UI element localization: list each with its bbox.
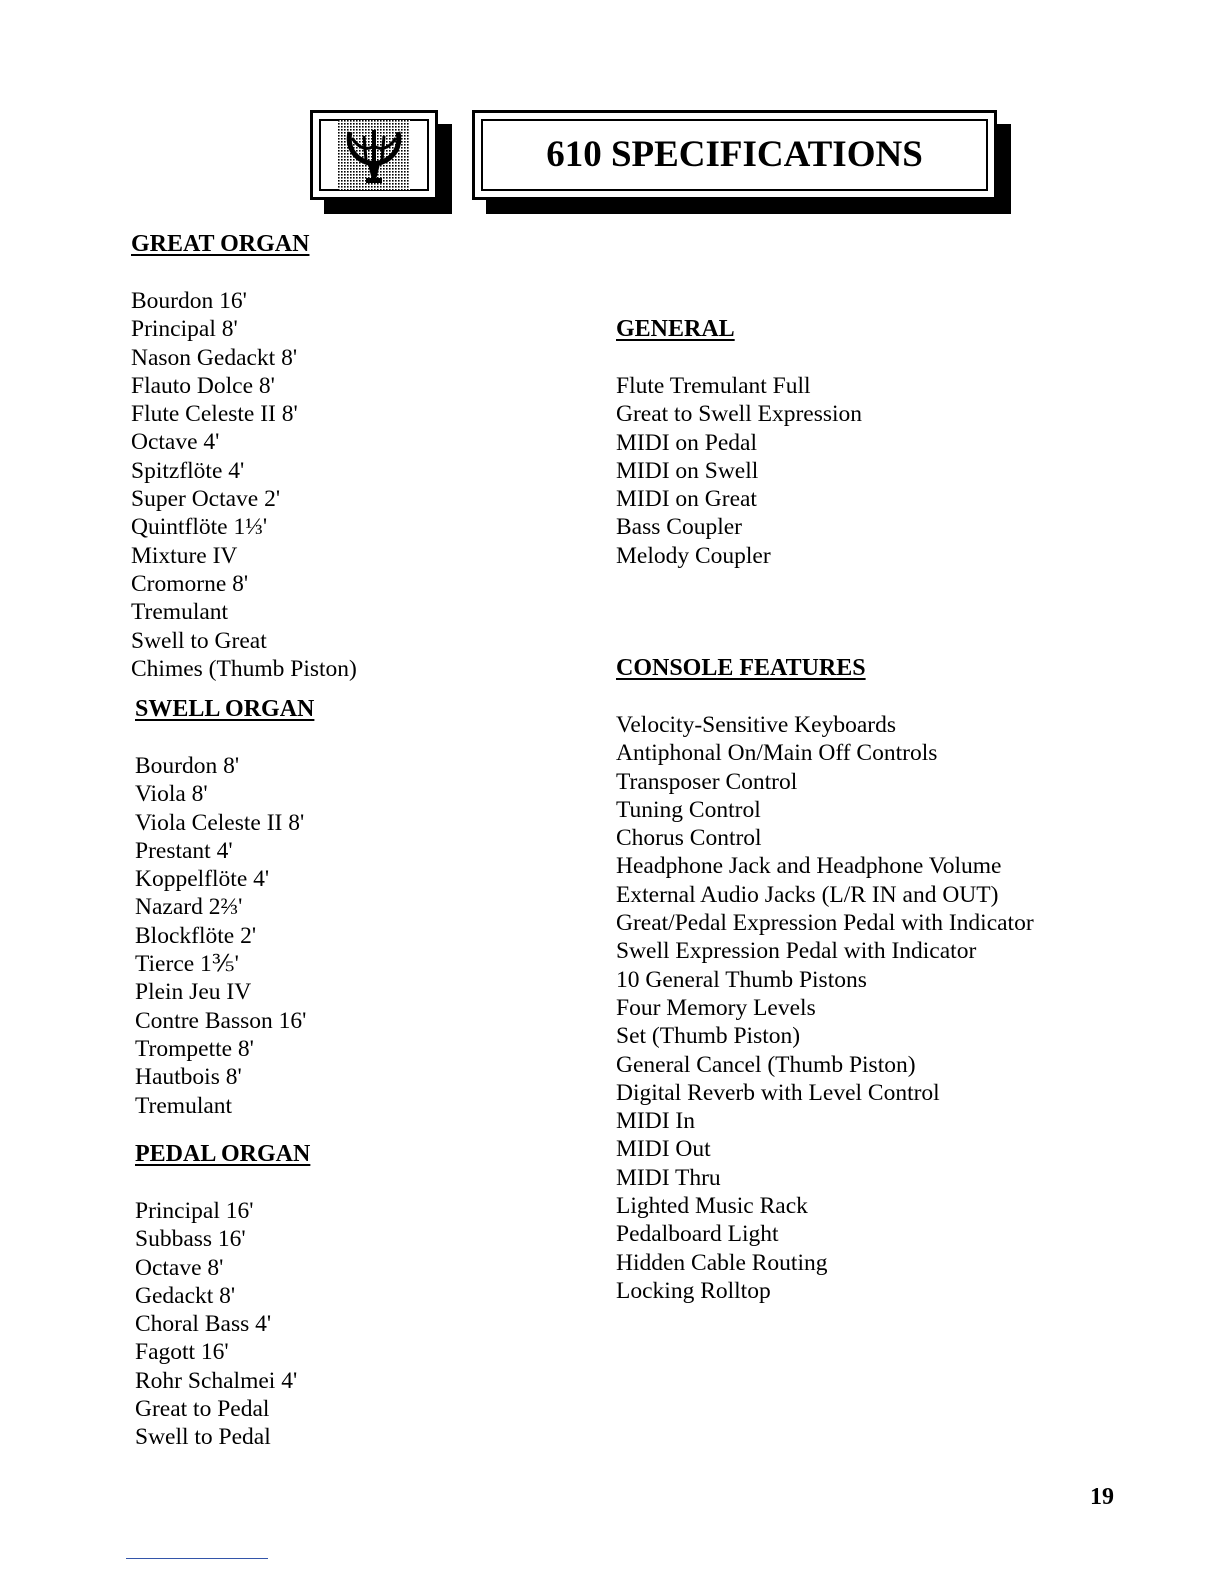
list-item: Blockflöte 2' (135, 922, 257, 949)
list-item: Nason Gedackt 8' (131, 344, 298, 371)
list-item: Principal 8' (131, 316, 238, 343)
list-item: Rohr Schalmei 4' (135, 1367, 298, 1394)
list-item: Gedackt 8' (135, 1282, 236, 1309)
list-item: MIDI on Great (616, 486, 757, 513)
list-item: Swell to Great (131, 627, 267, 654)
list-item: Prestant 4' (135, 837, 233, 864)
list-item: General Cancel (Thumb Piston) (616, 1051, 916, 1078)
pedal-organ-list (135, 1197, 297, 1452)
swell-organ-heading: SWELL ORGAN (135, 696, 315, 722)
list-item: Koppelflöte 4' (135, 866, 270, 893)
list-item: Subbass 16' (135, 1226, 246, 1253)
list-item: Bass Coupler (616, 514, 742, 541)
lyre-icon (338, 120, 410, 190)
list-item: External Audio Jacks (L/R IN and OUT) (616, 881, 999, 908)
list-item: Digital Reverb with Level Control (616, 1079, 940, 1106)
list-item: Great to Swell Expression (616, 401, 863, 428)
logo-frame (310, 110, 438, 200)
list-item: Principal 16' (135, 1198, 254, 1224)
list-item: Four Memory Levels (616, 994, 816, 1021)
console-features-heading: CONSOLE FEATURES (616, 655, 866, 681)
pedal-organ-heading: PEDAL ORGAN (135, 1141, 311, 1167)
title-frame (472, 110, 997, 200)
list-item: MIDI on Swell (616, 457, 759, 484)
list-item: Hidden Cable Routing (616, 1249, 828, 1276)
list-item: Super Octave 2' (131, 486, 281, 513)
list-item: Flute Celeste II 8' (131, 401, 298, 428)
list-item: Tremulant (135, 1092, 233, 1119)
console-features-list (616, 711, 1034, 1305)
list-item: Swell to Pedal (135, 1424, 271, 1451)
list-item: Plein Jeu IV (135, 979, 252, 1006)
list-item: 10 General Thumb Pistons (616, 966, 867, 993)
great-organ-list (131, 287, 357, 683)
list-item: Choral Bass 4' (135, 1311, 272, 1338)
list-item: Hautbois 8' (135, 1064, 242, 1091)
list-item: Great to Pedal (135, 1396, 270, 1423)
list-item: Cromorne 8' (131, 570, 249, 597)
list-item: Mixture IV (131, 542, 238, 569)
list-item: Velocity-Sensitive Keyboards (616, 712, 896, 738)
list-item: Set (Thumb Piston) (616, 1023, 801, 1050)
page-number: 19 (1090, 1484, 1114, 1510)
list-item: Bourdon 8' (135, 753, 240, 779)
footer-divider (126, 1558, 268, 1559)
list-item: Chimes (Thumb Piston) (131, 655, 357, 682)
list-item: Great/Pedal Expression Pedal with Indicator (616, 910, 1034, 937)
list-item: Lighted Music Rack (616, 1193, 808, 1220)
list-item: Locking Rolltop (616, 1277, 771, 1304)
list-item: Quintflöte 1⅓' (131, 514, 268, 541)
list-item: Nazard 2⅔' (135, 894, 243, 921)
list-item: Viola Celeste II 8' (135, 809, 305, 836)
great-organ-heading: GREAT ORGAN (131, 231, 310, 257)
title-inner-frame (481, 119, 988, 191)
list-item: Fagott 16' (135, 1339, 229, 1366)
list-item: Trompette 8' (135, 1035, 254, 1062)
list-item: Flauto Dolce 8' (131, 372, 275, 399)
list-item: Flute Tremulant Full (616, 373, 811, 399)
list-item: Bourdon 16' (131, 288, 247, 314)
list-item: Octave 8' (135, 1254, 224, 1281)
list-item: Pedalboard Light (616, 1221, 779, 1248)
list-item: Transposer Control (616, 768, 798, 795)
general-list (616, 372, 862, 570)
list-item: Viola 8' (135, 781, 208, 808)
list-item: Octave 4' (131, 429, 220, 456)
page-title: 610 SPECIFICATIONS (546, 133, 923, 175)
list-item: Antiphonal On/Main Off Controls (616, 740, 938, 767)
list-item: Tuning Control (616, 796, 761, 823)
list-item: Tremulant (131, 599, 229, 626)
logo-inner-frame (319, 119, 429, 191)
list-item: MIDI Out (616, 1136, 711, 1163)
list-item: Spitzflöte 4' (131, 457, 245, 484)
swell-organ-list (135, 752, 306, 1120)
list-item: Contre Basson 16' (135, 1007, 307, 1034)
list-item: Chorus Control (616, 825, 762, 852)
list-item: MIDI Thru (616, 1164, 721, 1191)
general-heading: GENERAL (616, 316, 735, 342)
list-item: Tierce 1⅗' (135, 951, 239, 978)
list-item: Swell Expression Pedal with Indicator (616, 938, 977, 965)
list-item: Headphone Jack and Headphone Volume (616, 853, 1002, 880)
list-item: MIDI on Pedal (616, 429, 757, 456)
list-item: Melody Coupler (616, 542, 771, 569)
list-item: MIDI In (616, 1108, 695, 1135)
